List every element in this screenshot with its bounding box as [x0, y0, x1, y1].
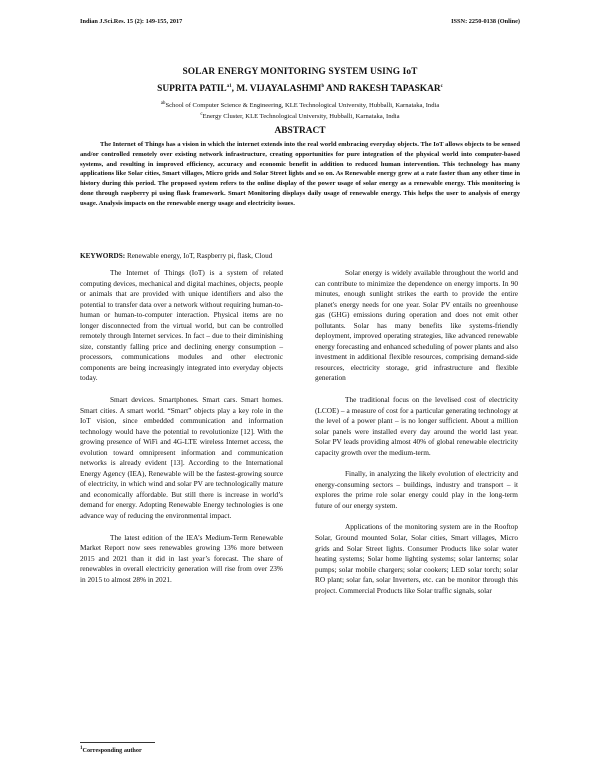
body-column-right	[315, 268, 518, 607]
footnote-divider	[80, 742, 155, 743]
keywords-text: Renewable energy, IoT, Raspberry pi, flask, Cloud	[126, 252, 273, 260]
paper-title: SOLAR ENERGY MONITORING SYSTEM USING IoT	[182, 67, 418, 77]
affiliation-superscript: ab	[160, 100, 166, 106]
body-column-left	[80, 268, 283, 596]
author-superscript: c	[440, 83, 443, 89]
author-superscript: b	[321, 83, 325, 89]
body-paragraph: Finally, in analyzing the likely evolution of electricity and energy-consuming sectors – buildings, industry and transport – it explores the prime role solar energy could play in the long-term future of our energy system.	[315, 469, 518, 510]
abstract-heading: ABSTRACT	[274, 126, 326, 136]
affiliation	[0, 102, 600, 109]
keywords-label: KEYWORDS:	[80, 252, 126, 260]
affiliation-superscript: c	[200, 111, 203, 117]
abstract-text: The Internet of Things has a vision in which the internet extends into the real world embracing everyday objects. The IoT allows objects to be sensed and/or controlled remotely over existing network infrastructure, creating opportunities for pure integration of the physical world into computer-based systems, and resulting in improved efficiency, accuracy and economic benefit in addition to reduced human intervention. This technology has many applications like Solar cities, Smart villages, Micro grids and Solar Street lights and so on. As Renewable energy grew at a rate faster than any other time in history during this period. The proposed system refers to the online display of the power usage of solar energy as a renewable energy. This monitoring is done through raspberry pi using flask framework. Smart Monitoring displays daily usage of renewable energy. This helps the user to analysis of energy usage. Analysis impacts on the renewable energy usage and electricity issues.	[80, 141, 520, 207]
affiliation	[0, 113, 600, 120]
author-superscript: a1	[226, 83, 232, 89]
issn-header: ISSN: 2250-0138 (Online)	[451, 18, 520, 25]
footnote	[80, 747, 142, 754]
footnote-text: Corresponding author	[82, 747, 142, 754]
author-name: M. VIJAYALASHMI	[236, 84, 322, 94]
body-paragraph: The latest edition of the IEA’s Medium-Term Renewable Market Report now sees renewables growing 13% more between 2015 and 2021 than it did in last year’s forecast. The share of renewables in overall electricity generation will rise from over 23% in 2015 to almost 28% in 2021.	[80, 532, 283, 584]
journal-header: Indian J.Sci.Res. 15 (2): 149-155, 2017	[80, 18, 183, 25]
keywords	[80, 252, 272, 260]
body-paragraph: The traditional focus on the levelised cost of electricity (LCOE) – a measure of cost for a particular generating technology at the level of a power plant – is no longer sufficient. About a million solar panels were installed every day around the world last year. Solar PV leads providing almost 40% of global renewable electricity capacity growth over the medium-term.	[315, 395, 518, 457]
affiliation-text: Energy Cluster, KLE Technological University, Hubballi, Karnataka, India	[202, 113, 400, 120]
author-name: SUPRITA PATIL	[157, 84, 227, 94]
body-paragraph: Applications of the monitoring system are in the Rooftop Solar, Ground mounted Solar, Solar cities, Smart villages, Micro grids and Solar Street lights. Consumer Products like solar water heating systems; Solar home lighting systems; solar lanterns; solar pumps; solar mobile chargers; solar cookers; LED solar torch; solar RO plant; solar fan, solar Inverters, etc. can be monitor through this project. Commercial Products like Solar traffic signals, solar	[315, 522, 518, 595]
body-paragraph: The Internet of Things (IoT) is a system of related computing devices, mechanical and digital machines, objects, people or animals that are provided with unique identifiers and also the potential to transfer data over a network without requiring human-to-human or human-to-computer interaction. Physical items are no longer disconnected from the virtual world, but can be controlled remotely through Internet services. In fact – due to their diminishing size, constantly falling price and declining energy consumption – processors, communications modules and other electronic components are being increasingly integrated into everyday objects today.	[80, 268, 283, 383]
author-list: SUPRITA $PATIL^{a1}$, M. VIJAYALASHMI$^b$ AND RAKESH TAPASKAR$^c$	[157, 83, 443, 94]
author-conjunction: AND	[326, 84, 347, 94]
body-paragraph: Solar energy is widely available throughout the world and can contribute to minimize the dependence on energy imports. In 90 minutes, enough sunlight strikes the earth to provide the entire planet's energy needs for one year. Solar PV entails no greenhouse gas (GHG) emissions during operation and does not emit other pollutants. Solar has many benefits like systems-friendly deployment, improved operating strategies, like advanced renewable energy forecasting and enhanced scheduling of power plants and also investment in additional flexible resources, comprising demand-side resources, electricity storage, grid infrastructure and flexible generation	[315, 268, 518, 383]
body-paragraph: Smart devices. Smartphones. Smart cars. Smart homes. Smart cities. A smart world. “Smart” objects play a key role in the IoT vision, since embedded communication and information technology would have the potential to revolutionize [12]. With the growing presence of WiFi and 4G-LTE wireless Internet access, the evolution toward omnipresent information and communication networks is already evident [13]. According to the International Energy Agency (IEA), Renewable will be the fastest-growing source of electricity, in which wind and solar PV are technologically mature and economically affordable. But still there is increase in world’s demand for energy. Adopting Renewable Energy technologies is one advance way of reducing the environmental impact.	[80, 395, 283, 521]
author-name: RAKESH TAPASKAR	[348, 84, 441, 94]
footnote-superscript: 1	[80, 745, 83, 751]
affiliation-text: School of Computer Science & Engineering, KLE Technological University, Hubballi, Karnataka, India	[165, 102, 440, 109]
